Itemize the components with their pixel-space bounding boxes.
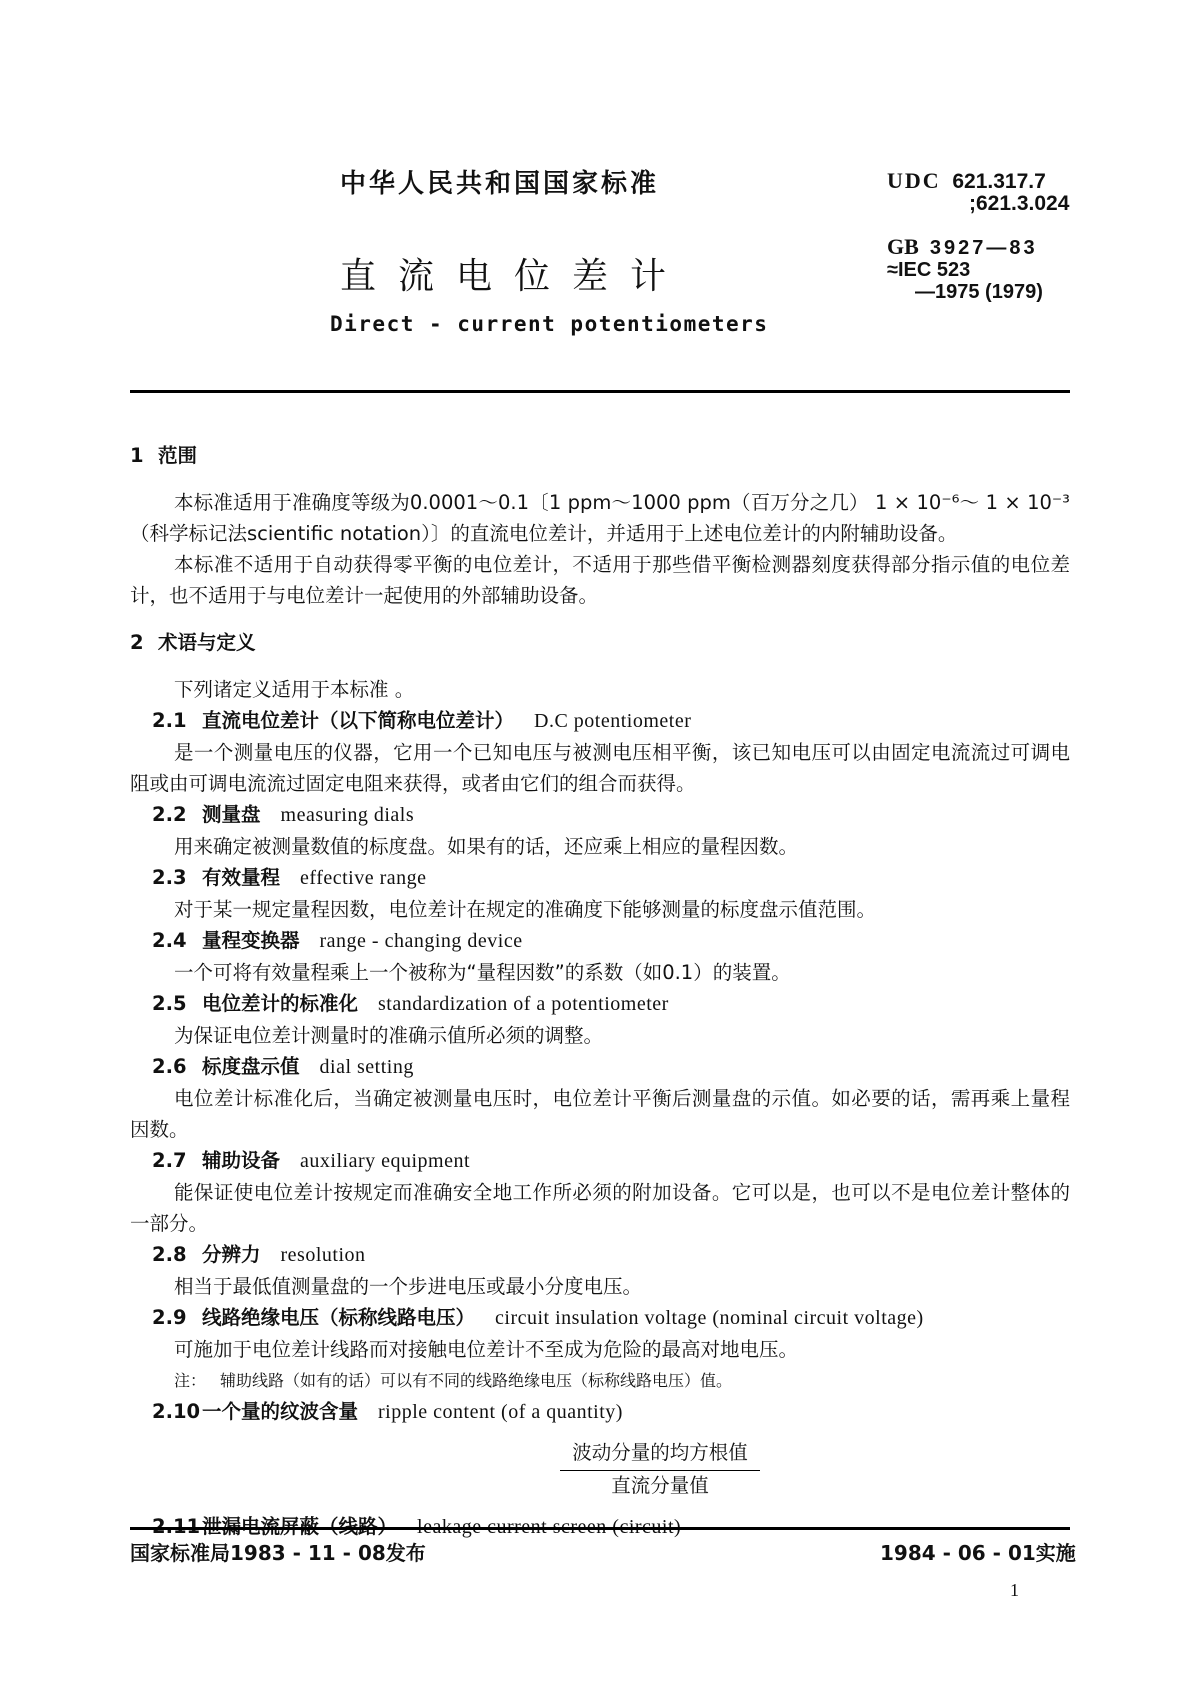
term-2-10: 2.10一个量的纹波含量 ripple content (of a quantity) <box>152 1400 623 1423</box>
udc-classification <box>887 170 1069 215</box>
term-2-8: 2.8 分辨力 resolution <box>152 1243 366 1266</box>
ripple-content-formula <box>130 1438 1070 1501</box>
udc-code-2: ;621.3.024 <box>969 192 1070 215</box>
term-2-6-definition: 电位差计标准化后，当确定被测量电压时，电位差计平衡后测量盘的示值。如必要的话，需再乘上量程因数。 <box>130 1087 1070 1141</box>
iec-equivalent: ≈IEC 523 <box>887 259 971 281</box>
gb-label: GB <box>887 234 919 259</box>
section-1-paragraph-1: 本标准适用于准确度等级为0.0001～0.1〔1 ppm～1000 ppm（百万分之几） 1 × 10⁻⁶～ 1 × 10⁻³（科学标记法scientific notation）〕的直流电位差计，并适用于上述电位差计的内附辅助设备。 <box>130 491 1070 545</box>
term-2-2: 2.2 测量盘 measuring dials <box>152 803 415 826</box>
section-2-heading: 2 术语与定义 <box>130 631 256 654</box>
gb-number: 3927—83 <box>929 237 1038 259</box>
term-2-2-definition: 用来确定被测量数值的标度盘。如果有的话，还应乘上相应的量程因数。 <box>174 835 799 858</box>
term-2-8-definition: 相当于最低值测量盘的一个步进电压或最小分度电压。 <box>174 1275 643 1298</box>
term-2-3: 2.3 有效量程 effective range <box>152 866 427 889</box>
term-2-5-definition: 为保证电位差计测量时的准确示值所必须的调整。 <box>174 1024 604 1047</box>
term-2-4-definition: 一个可将有效量程乘上一个被称为“量程因数”的系数（如0.1）的装置。 <box>174 961 791 984</box>
gb-standard-number <box>887 236 1043 303</box>
term-2-4: 2.4 量程变换器 range - changing device <box>152 929 523 952</box>
page-number: 1 <box>1010 1580 1019 1600</box>
term-2-1-definition: 是一个测量电压的仪器，它用一个已知电压与被测电压相平衡，该已知电压可以由固定电流流过可调电阻或由可调电流流过固定电阻来获得，或者由它们的组合而获得。 <box>130 741 1070 795</box>
section-1-heading: 1 范围 <box>130 444 198 467</box>
issue-date: 国家标准局1983 - 11 - 08发布 <box>130 1541 426 1565</box>
section-1-paragraph-2: 本标准不适用于自动获得零平衡的电位差计，不适用于那些借平衡检测器刻度获得部分指示值的电位差计，也不适用于与电位差计一起使用的外部辅助设备。 <box>130 553 1070 607</box>
iec-year: —1975 (1979) <box>915 281 1043 303</box>
term-2-1: 2.1 直流电位差计（以下简称电位差计） D.C potentiometer <box>152 709 692 732</box>
term-2-3-definition: 对于某一规定量程因数，电位差计在规定的准确度下能够测量的标度盘示值范围。 <box>174 898 877 921</box>
term-2-7-definition: 能保证使电位差计按规定而准确安全地工作所必须的附加设备。它可以是，也可以不是电位差计整体的一部分。 <box>130 1181 1070 1235</box>
term-2-9-definition: 可施加于电位差计线路而对接触电位差计不至成为危险的最高对地电压。 <box>174 1338 799 1361</box>
term-2-9: 2.9 线路绝缘电压（标称线路电压） circuit insulation voltage (nominal circuit voltage) <box>152 1306 924 1329</box>
term-2-5: 2.5 电位差计的标准化 standardization of a potentiometer <box>152 992 669 1015</box>
formula-numerator: 波动分量的均方根值 <box>560 1438 760 1471</box>
footer-divider <box>130 1527 1070 1530</box>
udc-code-1: 621.317.7 <box>952 170 1046 193</box>
effective-date: 1984 - 06 - 01实施 <box>880 1541 1076 1565</box>
term-2-6: 2.6 标度盘示值 dial setting <box>152 1055 414 1078</box>
section-2-intro: 下列诸定义适用于本标准 。 <box>174 678 415 701</box>
standard-type-heading: 中华人民共和国国家标准 <box>340 169 660 199</box>
term-2-7: 2.7 辅助设备 auxiliary equipment <box>152 1149 471 1172</box>
document-title-english: Direct - current potentiometers <box>330 312 769 336</box>
document-title-chinese: 直流电位差计 <box>340 256 689 297</box>
document-body <box>130 440 1070 1543</box>
header-divider <box>130 390 1070 393</box>
formula-denominator: 直流分量值 <box>611 1474 709 1497</box>
udc-label: UDC <box>887 168 941 193</box>
term-2-9-note: 注： 辅助线路（如有的话）可以有不同的线路绝缘电压（标称线路电压）值。 <box>174 1371 733 1390</box>
